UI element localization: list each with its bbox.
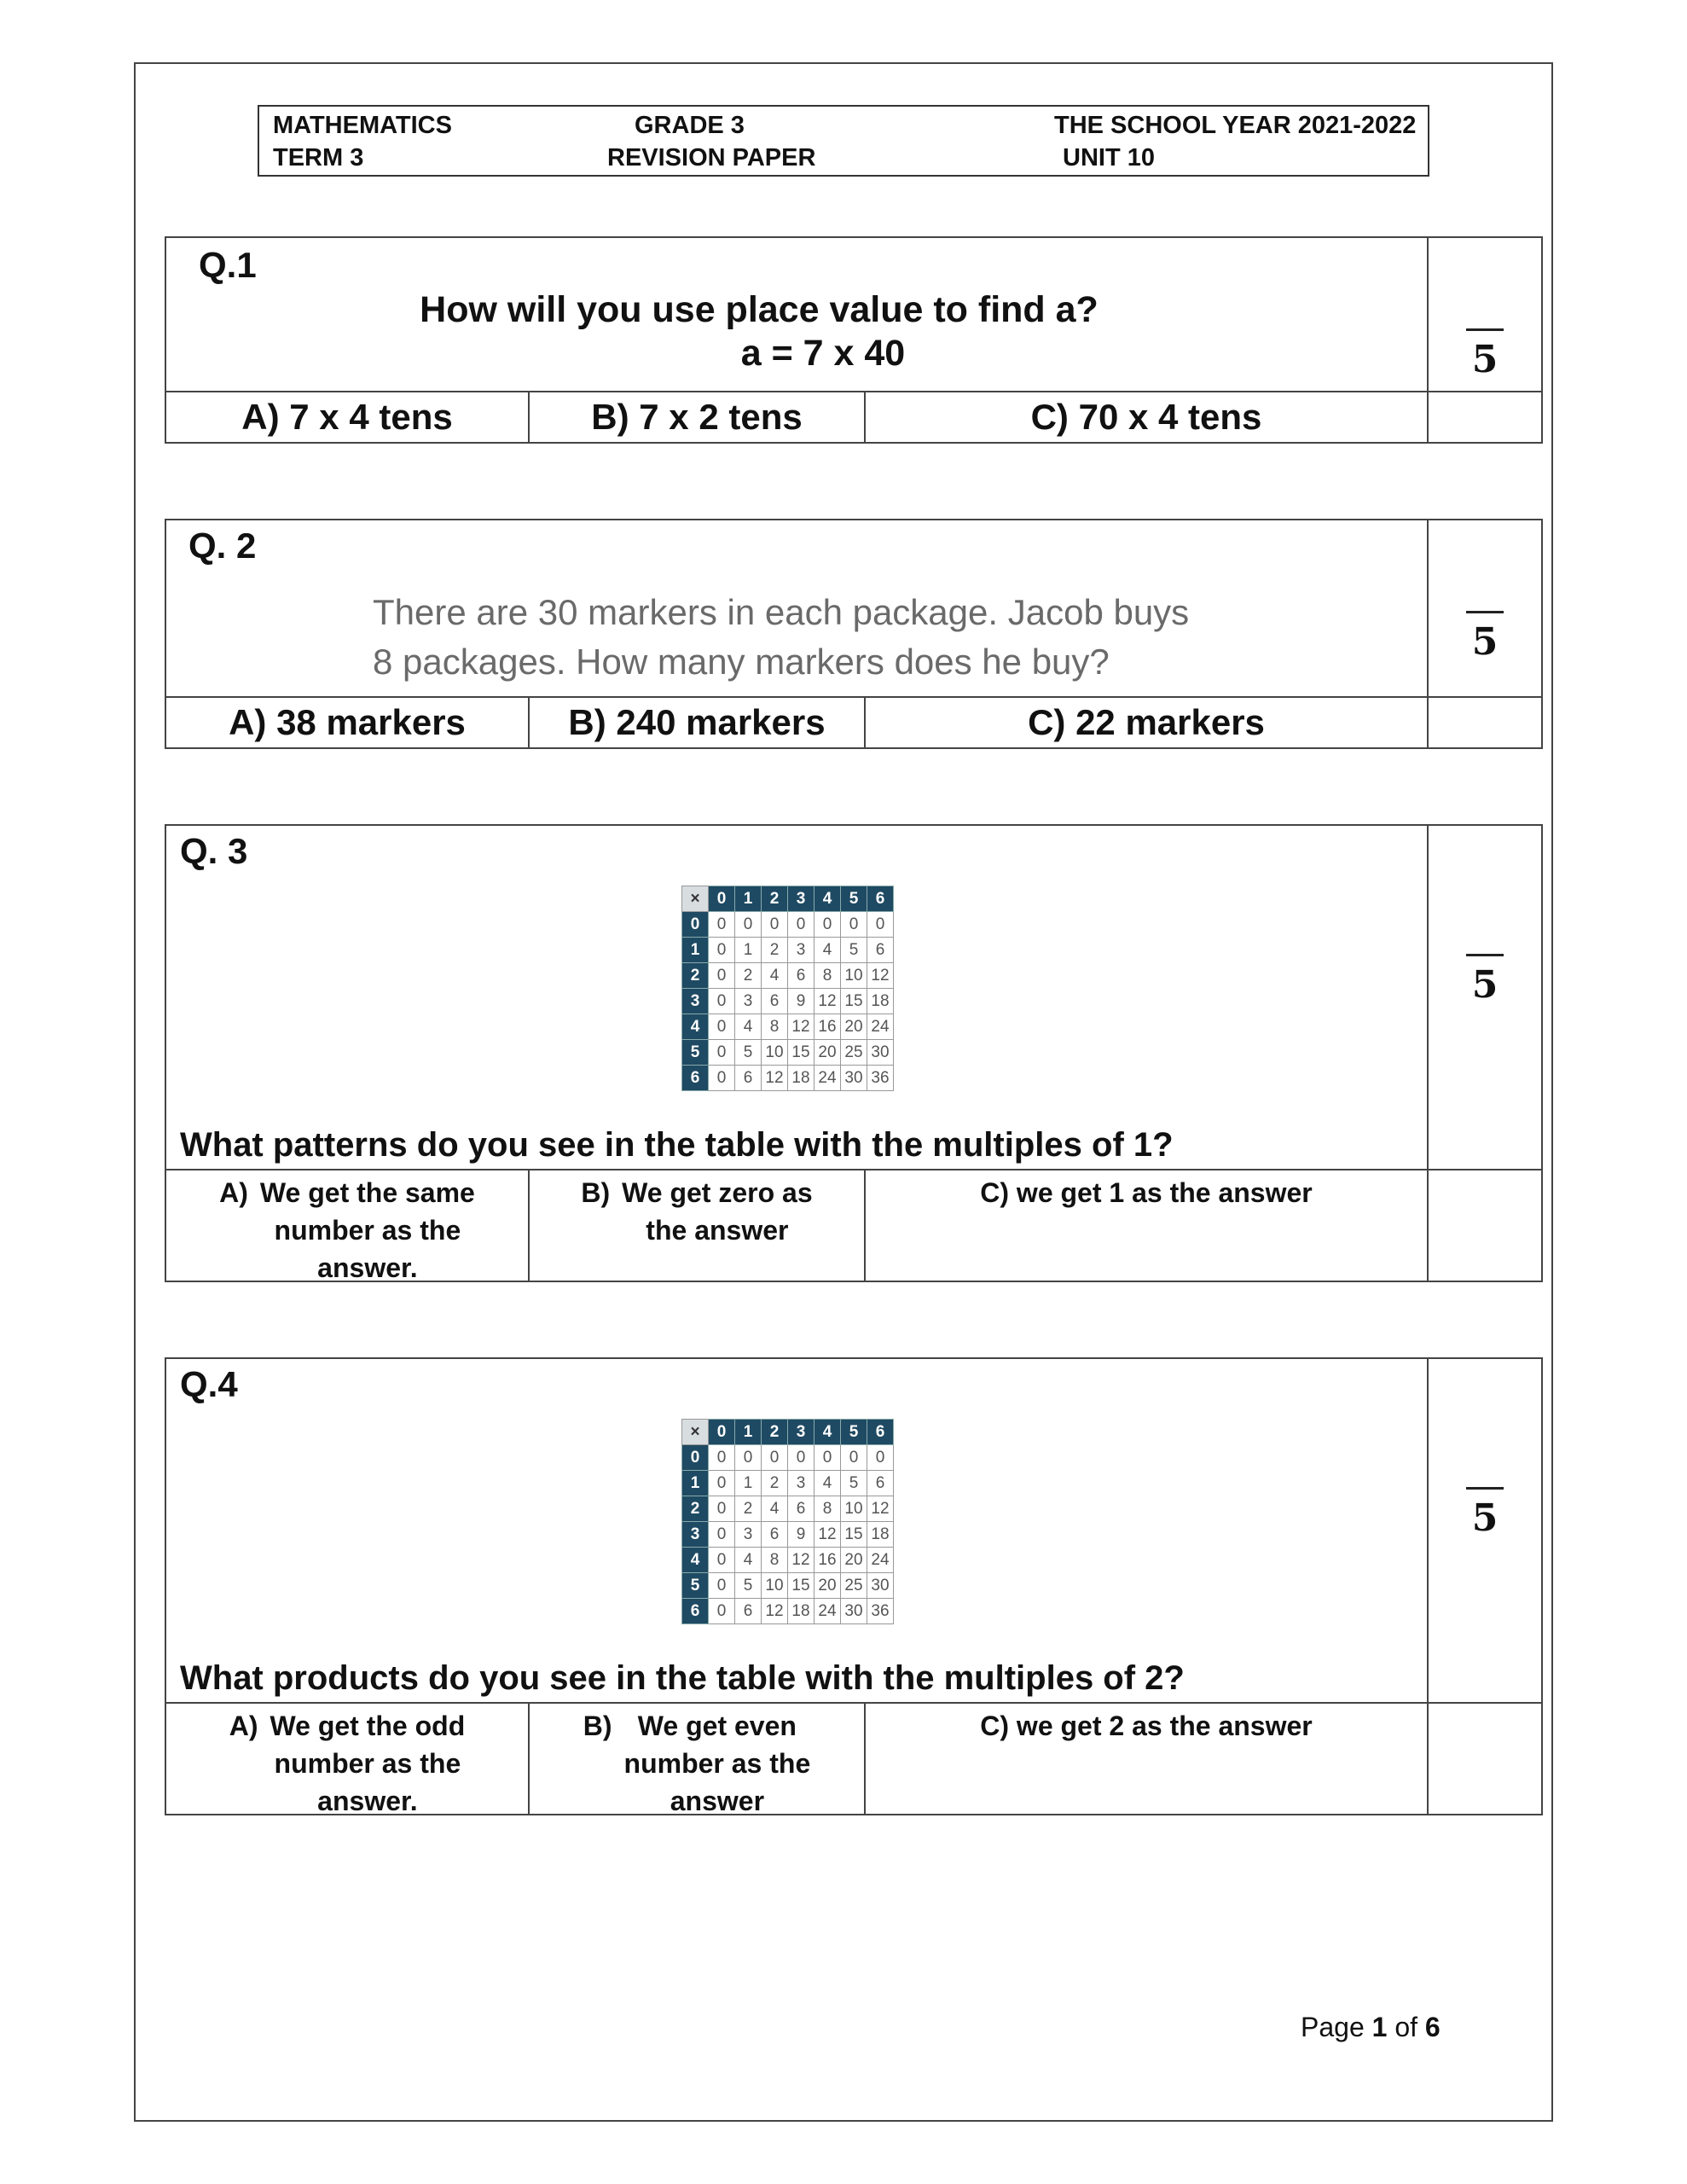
table-cell: 16 [815,1014,841,1040]
school-year-label: THE SCHOOL YEAR 2021-2022 [1054,112,1417,139]
option-line: the answer [646,1215,789,1246]
table-cell: 15 [788,1573,815,1599]
option-b[interactable]: B) 7 x 2 tens [530,392,866,442]
table-cell: 0 [709,938,735,963]
option-line: We get the same [259,1177,475,1208]
table-cell: 10 [841,1496,867,1522]
grade-label: GRADE 3 [635,112,745,139]
table-cell: 20 [841,1014,867,1040]
table-cell: 4 [815,938,841,963]
table-column-header: 2 [762,1420,788,1445]
table-cell: 20 [815,1040,841,1066]
mark-value: 5 [1471,338,1499,381]
table-cell: 18 [867,1522,894,1548]
question-2 [165,519,1543,749]
mark-fraction [1466,954,1504,1007]
table-cell: 0 [735,912,762,938]
table-cell: 15 [841,1522,867,1548]
mark-cell [1429,520,1541,696]
question-text [373,588,1189,687]
fraction-bar [1466,611,1504,613]
table-cell: 6 [788,963,815,989]
option-line: We get zero as [622,1177,813,1208]
table-column-header: 4 [815,1420,841,1445]
option-letter: B) [583,1711,612,1741]
option-a[interactable]: A) 7 x 4 tens [166,392,530,442]
mark-cell [1429,238,1541,391]
table-cell: 0 [762,912,788,938]
option-b[interactable] [530,1704,866,1814]
table-cell: 0 [788,1445,815,1471]
option-a[interactable] [166,1704,530,1814]
table-cell: 8 [815,1496,841,1522]
table-cell: 8 [762,1014,788,1040]
option-c[interactable] [866,1170,1429,1281]
table-corner-symbol: × [682,1420,709,1445]
table-cell: 20 [841,1548,867,1573]
table-row [682,989,894,1014]
table-row [682,938,894,963]
option-line: answer. [317,1786,418,1816]
question-text: How will you use place value to find a? [420,289,1099,330]
table-row-header: 0 [682,912,709,938]
table-cell: 0 [709,1066,735,1091]
table-row [682,1014,894,1040]
option-a[interactable]: A) 38 markers [166,698,530,747]
table-cell: 36 [867,1599,894,1624]
table-cell: 12 [762,1066,788,1091]
table-cell: 10 [762,1573,788,1599]
table-cell: 4 [735,1014,762,1040]
page-number [1301,2012,1441,2043]
question-line-1: There are 30 markers in each package. Jacob buys [373,592,1190,632]
table-column-header: 3 [788,886,815,912]
table-cell: 0 [709,1522,735,1548]
fraction-bar [1466,954,1504,956]
table-cell: 2 [762,1471,788,1496]
table-row-header: 5 [682,1040,709,1066]
table-row [682,1445,894,1471]
table-cell: 24 [815,1599,841,1624]
table-cell: 0 [788,912,815,938]
table-cell: 16 [815,1548,841,1573]
current-page: 1 [1371,2012,1388,2042]
option-line: We get the odd [270,1711,466,1741]
fraction-bar [1466,328,1504,331]
table-cell: 8 [815,963,841,989]
table-corner-symbol: × [682,886,709,912]
option-mark-blank [1429,1170,1541,1281]
table-cell: 3 [788,1471,815,1496]
table-column-header: 2 [762,886,788,912]
option-line: number as the [623,1748,811,1779]
table-cell: 30 [841,1066,867,1091]
paper-type-label: REVISION PAPER [607,144,816,171]
unit-label: UNIT 10 [1063,144,1155,171]
table-cell: 0 [867,1445,894,1471]
question-equation: a = 7 x 40 [740,333,906,374]
mark-value: 5 [1471,1496,1499,1540]
table-cell: 0 [841,1445,867,1471]
option-line: number as the [274,1215,461,1246]
question-label: Q. 2 [188,526,257,566]
table-row [682,1573,894,1599]
table-cell: 0 [709,1573,735,1599]
table-cell: 4 [735,1548,762,1573]
table-cell: 2 [735,963,762,989]
table-cell: 0 [709,1599,735,1624]
mark-fraction [1466,328,1504,381]
table-cell: 30 [867,1573,894,1599]
question-3 [165,824,1543,1282]
term-label: TERM 3 [273,144,364,171]
table-cell: 0 [709,963,735,989]
mark-value: 5 [1471,620,1499,664]
multiplication-table [681,886,894,1091]
table-column-header: 5 [841,1420,867,1445]
table-column-header: 0 [709,1420,735,1445]
table-cell: 4 [762,963,788,989]
table-row [682,912,894,938]
table-cell: 3 [735,1522,762,1548]
table-cell: 6 [762,1522,788,1548]
option-letter: A) [219,1177,248,1208]
table-cell: 0 [709,1496,735,1522]
table-cell: 6 [735,1599,762,1624]
table-cell: 0 [709,1040,735,1066]
table-cell: 18 [867,989,894,1014]
table-row [682,1522,894,1548]
mark-fraction [1466,611,1504,664]
table-cell: 0 [709,912,735,938]
table-column-header: 1 [735,886,762,912]
option-line: answer. [317,1252,418,1283]
option-c[interactable]: C) 70 x 4 tens [866,392,1429,442]
table-cell: 12 [867,963,894,989]
mark-cell [1429,826,1541,1169]
table-cell: 6 [762,989,788,1014]
option-letter: A) [229,1711,258,1741]
fraction-bar [1466,1487,1504,1490]
table-column-header: 4 [815,886,841,912]
option-mark-blank [1429,392,1541,442]
table-cell: 18 [788,1066,815,1091]
table-cell: 5 [841,1471,867,1496]
table-cell: 9 [788,1522,815,1548]
table-cell: 15 [841,989,867,1014]
table-column-header: 5 [841,886,867,912]
table-row [682,1548,894,1573]
table-cell: 8 [762,1548,788,1573]
table-cell: 0 [735,1445,762,1471]
table-row-header: 6 [682,1599,709,1624]
table-cell: 1 [735,1471,762,1496]
table-cell: 10 [841,963,867,989]
table-cell: 6 [788,1496,815,1522]
table-cell: 2 [735,1496,762,1522]
table-row-header: 3 [682,1522,709,1548]
table-cell: 0 [709,1014,735,1040]
table-cell: 1 [735,938,762,963]
table-cell: 12 [867,1496,894,1522]
table-row [682,1066,894,1091]
table-cell: 0 [841,912,867,938]
table-cell: 0 [709,1548,735,1573]
page-word: Page [1301,2012,1365,2042]
table-cell: 0 [815,912,841,938]
table-cell: 15 [788,1040,815,1066]
table-cell: 5 [841,938,867,963]
table-cell: 3 [735,989,762,1014]
table-row-header: 4 [682,1014,709,1040]
option-c[interactable] [866,1704,1429,1814]
table-cell: 24 [815,1066,841,1091]
question-text: What products do you see in the table with the multiples of 2? [180,1659,1185,1697]
table-cell: 0 [815,1445,841,1471]
table-cell: 6 [867,938,894,963]
table-cell: 12 [815,1522,841,1548]
table-row [682,1599,894,1624]
table-cell: 20 [815,1573,841,1599]
table-cell: 5 [735,1573,762,1599]
option-c[interactable]: C) 22 markers [866,698,1429,747]
table-cell: 30 [867,1040,894,1066]
subject-label: MATHEMATICS [273,112,452,139]
table-cell: 0 [709,989,735,1014]
table-cell: 3 [788,938,815,963]
table-cell: 0 [709,1445,735,1471]
table-row-header: 0 [682,1445,709,1471]
table-row-header: 6 [682,1066,709,1091]
table-cell: 0 [762,1445,788,1471]
question-1 [165,236,1543,444]
table-row-header: 1 [682,938,709,963]
table-row-header: 1 [682,1471,709,1496]
option-b[interactable]: B) 240 markers [530,698,866,747]
table-cell: 6 [735,1066,762,1091]
table-cell: 6 [867,1471,894,1496]
table-column-header: 6 [867,886,894,912]
table-cell: 10 [762,1040,788,1066]
table-row [682,1471,894,1496]
table-cell: 24 [867,1548,894,1573]
question-label: Q.4 [180,1364,238,1404]
option-line: We get even [637,1711,797,1741]
table-column-header: 6 [867,1420,894,1445]
option-a[interactable] [166,1170,530,1281]
table-row-header: 2 [682,1496,709,1522]
table-row-header: 3 [682,989,709,1014]
mark-fraction [1466,1487,1504,1540]
table-cell: 0 [709,1471,735,1496]
table-cell: 9 [788,989,815,1014]
paper-header [258,105,1429,177]
mark-value: 5 [1471,963,1499,1007]
mark-cell [1429,1359,1541,1702]
question-text: What patterns do you see in the table with the multiples of 1? [180,1126,1174,1164]
question-label: Q.1 [199,245,257,285]
table-cell: 4 [815,1471,841,1496]
question-4 [165,1357,1543,1815]
table-column-header: 0 [709,886,735,912]
table-cell: 2 [762,938,788,963]
table-column-header: 1 [735,1420,762,1445]
table-cell: 18 [788,1599,815,1624]
table-cell: 25 [841,1573,867,1599]
table-row-header: 2 [682,963,709,989]
table-cell: 4 [762,1496,788,1522]
total-pages: 6 [1424,2012,1441,2042]
question-label: Q. 3 [180,831,248,871]
option-b[interactable] [530,1170,866,1281]
table-cell: 36 [867,1066,894,1091]
option-letter: B) [581,1177,611,1208]
table-cell: 25 [841,1040,867,1066]
table-cell: 12 [788,1548,815,1573]
option-line: number as the [274,1748,461,1779]
question-line-2: 8 packages. How many markers does he buy? [373,642,1110,682]
multiplication-table [681,1419,894,1624]
option-line: C) we get 1 as the answer [980,1177,1313,1208]
table-cell: 24 [867,1014,894,1040]
table-cell: 5 [735,1040,762,1066]
option-mark-blank [1429,698,1541,747]
table-row-header: 5 [682,1573,709,1599]
table-row-header: 4 [682,1548,709,1573]
table-cell: 12 [815,989,841,1014]
table-cell: 0 [867,912,894,938]
table-row [682,1040,894,1066]
table-row [682,1496,894,1522]
of-word: of [1394,2012,1417,2042]
option-mark-blank [1429,1704,1541,1814]
table-cell: 12 [788,1014,815,1040]
option-line: C) we get 2 as the answer [980,1711,1313,1741]
table-cell: 12 [762,1599,788,1624]
table-column-header: 3 [788,1420,815,1445]
table-row [682,963,894,989]
table-cell: 30 [841,1599,867,1624]
option-line: answer [670,1786,765,1816]
